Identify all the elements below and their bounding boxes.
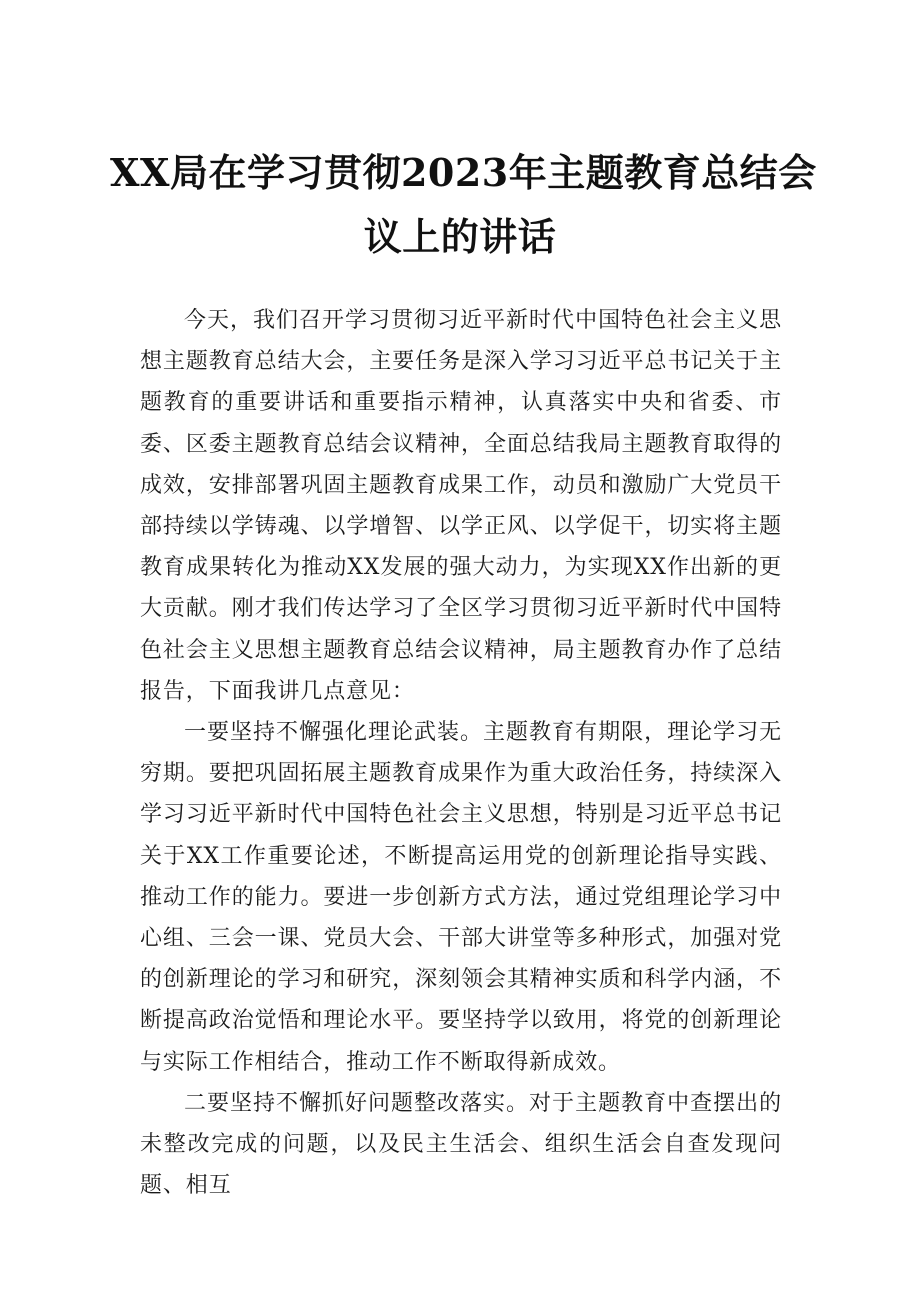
document-title-line-2: 议上的讲话 (363, 214, 557, 259)
paragraph-point-2: 二要坚持不懈抓好问题整改落实。对于主题教育中查摆出的未整改完成的问题，以及民主生活会、组织生活会自查发现问题、相互 (140, 1090, 782, 1199)
document-title-line-1: XX局在学习贯彻2023年主题教育总结会 (110, 150, 817, 195)
paragraph-intro: 今天，我们召开学习贯彻习近平新时代中国特色社会主义思想主题教育总结大会，主要任务是深入学习习近平总书记关于主题教育的重要讲话和重要指示精神，认真落实中央和省委、市委、区委主题教育总结会议精神，全面总结我局主题教育取得的成效，安排部署巩固主题教育成果工作，动员和激励广大党员干部持续以学铸魂、以学增智、以学正风、以学促干，切实将主题教育成果转化为推动XX发展的强大动力，为实现XX作出新的更大贡献。刚才我们传达学习了全区学习贯彻习近平新时代中国特色社会主义思想主题教育总结会议精神，局主题教育办作了总结报告，下面我讲几点意见： (140, 308, 782, 704)
paragraph-point-1: 一要坚持不懈强化理论武装。主题教育有期限，理论学习无穷期。要把巩固拓展主题教育成果作为重大政治任务，持续深入学习习近平新时代中国特色社会主义思想，特别是习近平总书记关于XX工作重要论述，不断提高运用党的创新理论指导实践、推动工作的能力。要进一步创新方式方法，通过党组理论学习中心组、三会一课、党员大会、干部大讲堂等多种形式，加强对党的创新理论的学习和研究，深刻领会其精神实质和科学内涵，不断提高政治觉悟和理论水平。要坚持学以致用，将党的创新理论与实际工作相结合，推动工作不断取得新成效。 (140, 720, 782, 1075)
document-body (140, 300, 782, 1206)
